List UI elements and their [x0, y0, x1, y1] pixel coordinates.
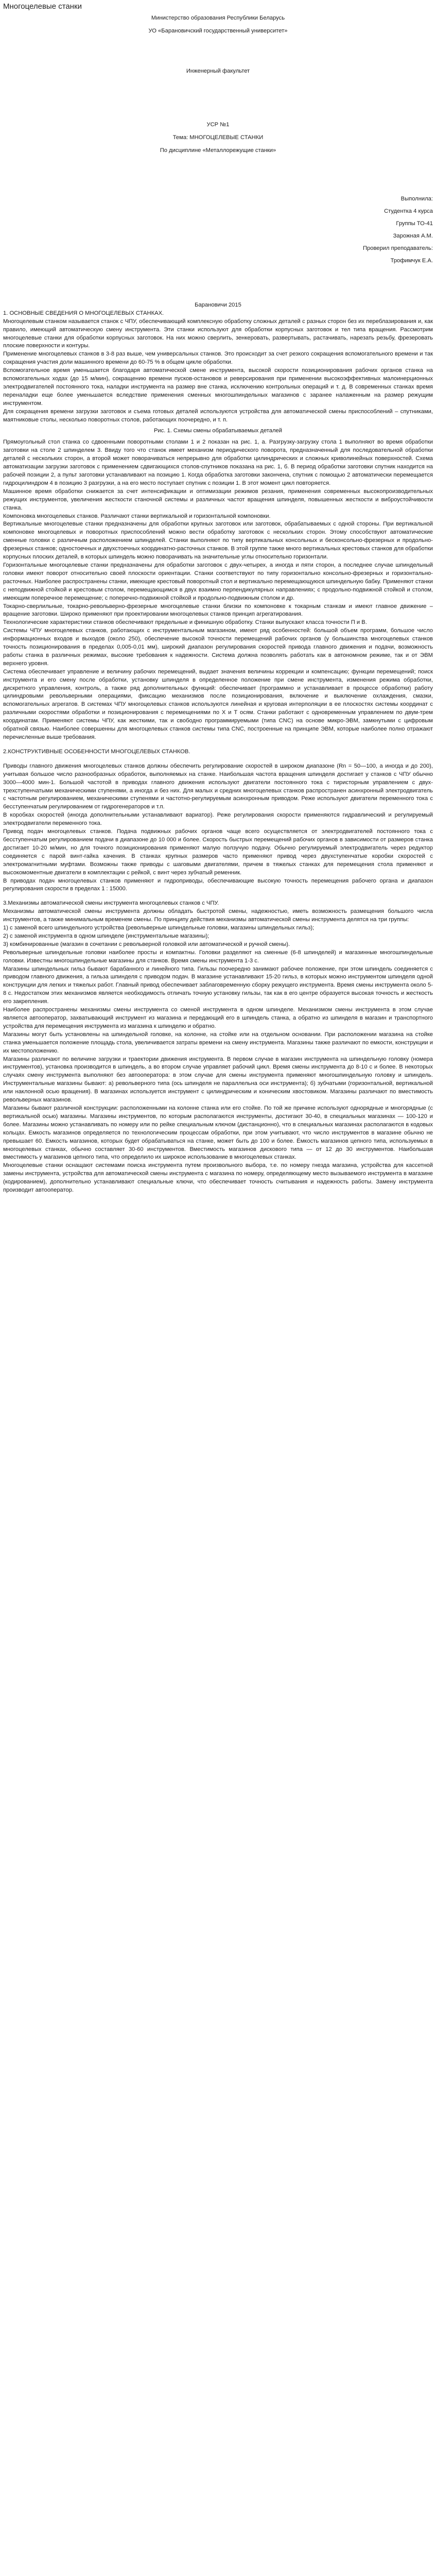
student-group: Группы ТО-41 [396, 221, 433, 227]
discipline-line: По дисциплине «Металлорежущие станки» [160, 147, 276, 154]
performed-label: Выполнила: [400, 196, 433, 202]
paragraph: Вертикальные многоцелевые станки предназначены для обработки крупных заготовок или заготовок, обрабатываемых с одной стороны. При вертикальной компоновке многоцелевых и поворотных приспособлений можно вести обработку заготовок с нескольких сторон. Этому способствуют автоматические сменные головки с различным расположением шпинделей. Станки выполняют по типу вертикальных консольных и бесконсольно-фрезерных и продольно-фрезерных станков; одностоечных и двухстоечных координатно-расточных станков. В этой группе также много вертикальных крестовых станков для обработки корпусных плоских деталей, в которых шпиндель можно поворачивать на значительные углы относительно горизонтали. [3, 521, 433, 561]
section-3-body [3, 908, 433, 1195]
work-type-line: УСР №1 [206, 121, 230, 128]
paragraph: Многоцелевые станки оснащают системами поиска инструмента путем произвольного выбора, т.е. по номеру гнезда магазина, устройства для кассетной замены инструмента, устройства для автоматической смены инструмента с магазина по номеру, определяющему место вызываемого инструмента в магазине (кодированием), дополнительно устанавливают специальные ключи, что обеспечивает точность считывания и надежность работы. Замену инструмента производит автооператор. [3, 1162, 433, 1194]
checked-label: Проверил преподаватель: [362, 245, 433, 252]
paragraph: Револьверные шпиндельные головки наиболее просты и компактны. Головки разделяют на сменные (6-8 шпинделей) и магазинные многошпиндельные головки. Известны многошпиндельные магазины для станков. Время смены инструмента 1-3 с. [3, 949, 433, 964]
faculty-line: Инженерный факультет [186, 67, 250, 74]
paragraph: Прямоугольный стол станка со сдвоенными поворотными столами 1 и 2 показан на рис. 1, а. Разгрузку-загрузку стола 1 выполняют во время обработки заготовки на столе 2 шпинделем 3. Ввиду того что станок имеет механизм периодического поворота, предназначенный для последовательной обработки деталей с нескольких сторон, а второй может поворачиваться непрерывно для обработки цилиндрических и сложных криволинейных поверхностей. Схема автоматизации загрузки заготовок с применением сдвигающихся столов-спутников показана на рис. 1, б. В период обработки заготовки спутник находится на рабочей позиции 2, а пульт заготовки устанавливают на позицию 1. Когда обработка заготовки закончена, спутник с помощью 2 автоматически перемещается гидроцилиндром 4 в позицию 3 разгрузки, а на его место поступает спутник с позиции 1. В этот момент цикл повторяется. [3, 439, 433, 486]
student-name: Зарожная А.М. [393, 233, 433, 240]
figure-caption: Рис. 1. Схемы смены обрабатываемых деталей [153, 428, 283, 434]
paragraph: Горизонтальные многоцелевые станки предназначены для обработки заготовок с двух-четырех, а иногда и пяти сторон, а последнее случае шпиндельный головки имеют поворот относительно своей плоскости ориентации. Станки соответствуют по типу горизонтально консольно-фрезерных и горизонтально-расточных. Наиболее распространены станки, имеющие крестовый поворотный стол и вертикально перемещающуюся шпиндельную бабку. Применяют станки с неподвижной стойкой и крестовым столом, перемещающимся в двух взаимно перпендикулярных направлениях; с продольно-подвижной стойкой и столом, имеющим поперечное перемещение; с поперечно-подвижной стойкой и продольно-подвижным столом и др. [3, 562, 433, 601]
author-block [3, 195, 433, 265]
document-body [0, 14, 436, 1195]
city-year: Барановичи 2015 [195, 301, 241, 308]
paragraph: Привод подач многоцелевых станков. Подача подвижных рабочих органов чаще всего осуществляется от электродвигателей постоянного тока с бесступенчатым регулированием подачи в диапазоне до 10 000 и более. Скорость быстрых перемещений рабочих органов в зависимости от размеров станка достигает 10-20 м/мин, но для точного позиционирования применяют малую ползучую подачу. Обычно регулируемый электродвигатель через редуктор соединяется с парой винт-гайка качения. В станках крупных размеров часто применяют привод через двухступенчатые коробки скоростей с электромагнитными муфтами. Возможны также приводы с шаговыми двигателями, причем в тяжелых станках для перемещения стола применяют и высокомоментные двигатели в комплектации с рейкой, с винт через зубчатый ременник. [3, 828, 433, 876]
paragraph: Системы ЧПУ многоцелевых станков, работающих с инструментальным магазином, имеют ряд особенностей: большой объем программ, большое число информационных входов и выходов (около 250), обеспечение высокой точности перемещений рабочих органов (у большинства многоцелевых станков точность позиционирования в пределах 0,005-0,01 мм), широкий диапазон регулирования скоростей привода главного движения и подачи, возможность работы станка в различных режимах, высокие требования к надежности. Система должна позволять работать как в автономном режиме, так и от ЭВМ верхнего уровня. [3, 628, 433, 667]
paragraph: В коробках скоростей (иногда дополнительными устанавливают вариатор). Реже регулирования скорости применяются гидравлический и регулируемый электродвигатели переменного тока. [3, 812, 433, 827]
paragraph: Вспомогательное время уменьшается благодаря автоматической смене инструмента, высокой скорости позиционирования рабочих органов станка на вспомогательных ходах (до 15 м/мин), сокращению времени пусков-остановов и реверсирования при применении высокоэффективных малоинерционных электродвигателей постоянного тока, наладки инструмента на размер вне станка, исключению контрольных операций и т. д. В современных станках время переналадки еще более уменьшается вследствие применения сменных многошпиндельных магазинов с заранее налаженным на размер режущим инструментом. [3, 367, 433, 406]
section-1-heading: 1. ОСНОВНЫЕ СВЕДЕНИЯ О МНОГОЦЕЛЕВЫХ СТАНКАХ. [3, 310, 164, 316]
paragraph: Магазины бывают различной конструкции: расположенными на колонне станка или его стойке. По той же причине используют однорядные и многорядные (с вертикальной осью) магазины. Магазины инструментов, по которым располагаются инструменты, достигают 30-40, в специальных магазинах — 100-120 и более. Магазины можно устанавливать по номеру или по рейке специальным ключом (дистанционно), что в специальных магазинах располагаются в кодовых кольцах. Емкость магазинов определяется по технологическим процессам обработки, при этом учитывают, что число инструментов в магазине обычно не превышает 60. Емкость магазинов, которых будет обрабатываться на станке, может быть до 100 и более. Ёмкость магазинов цепного типа, используемых в многоцелевых станках, обычно составляет 30-60 инструментов. Вместимость магазинов дискового типа — от 12 до 30 инструментов. Наибольшая вместимость у магазинов цепного типа, что определило их широкое использование в многоцелевых станках. [3, 1105, 433, 1161]
section-3-heading: 3.Механизмы автоматической смены инструмента многоцелевых станков с ЧПУ. [3, 900, 219, 907]
paragraph: 1) с заменой всего шпиндельного устройства (револьверные шпиндельные головки, магазины шпиндельных гильз); [3, 925, 315, 931]
paragraph: Система обеспечивает управление и величину рабочих перемещений, выдает значения величины коррекции и компенсацию; функции перемещений; поиск инструмента и его смену после обработки, установку шпинделя в определенное положение при смене инструмента, изменения режима обработки, дискретного управления, контроль, а также ряд дополнительных функций: обеспечивает (программно и устанавливает в процессе обработки) работу цилиндровыми револьверными операциями, фиксацию механизмов после позиционирования, включение и выключение охлаждения, смазки, вспомогательных агрегатов. В системах ЧПУ многоцелевых станков используются линейная и круговая интерполяции в ее плоскостях системы координат с различными скоростями обработки и позиционирования с перемещениями по Х и Т осям. Станки работают с одновременным управлением по двум-трем координатам. Применяют системы ЧПУ, как жесткими, так и свободно программируемыми (типа CNC) на основе микро-ЭВМ, замкнутыми с цифровым обратной связью. Наиболее совершенны для многоцелевых станков системы типа CNC, построенные на принципе ЭВМ, которые наиболее полно отражают перечисленные выше требования. [3, 668, 433, 740]
paragraph: Механизмы автоматической смены инструмента должны обладать быстротой смены, надежностью, иметь возможность размещения большого числа инструментов, а также минимальным временем смены. По принципу действия механизмы автоматической смены инструмента делятся на три группы: [3, 908, 433, 923]
paragraph: Компоновка многоцелевых станков. Различают станки вертикальной и горизонтальной компоновки. [3, 513, 271, 519]
paragraph: Приводы главного движения многоцелевых станков должны обеспечить регулирование скоростей в широком диапазоне (Rn = 50—100, а иногда и до 200), учитывая большое число разнообразных обработок, выполняемых на станке. Наибольшая частота вращения шпинделя достигает у станков с ЧПУ обычно 3000—4000 мин-1. Большой частотой в приводах главного движения используют двигатели постоянного тока с тиристорным управлением с двух-трехступенчатыми механическими ступенями, а иногда и без них. Для малых и средних многоцелевых станков распространен асинхронный электродвигатель с частотным регулированием, механическими ступенями и частотно-регулируемым асинхронным приводом. Реже используют двигатели переменного тока с бесступенчатым регулированием от гидрогенераторов и т.п. [3, 762, 433, 810]
document-page [0, 0, 436, 1200]
document-title-bar [0, 0, 436, 13]
paragraph: Наиболее распространены механизмы смены инструмента со сменой инструмента в одном шпинделе. Механизмом смены инструмента в этом случае является автооператор, захватывающий инструмент из магазина и передающий его в шпиндель станка, а обратно из шпинделя в магазин и транспортного устройства для перемещения инструмента из магазина к шпинделю и обратно. [3, 1007, 433, 1029]
title-block [3, 14, 433, 155]
paragraph: Токарно-сверлильные, токарно-револьверно-фрезерные многоцелевые станки близки по компоновке к токарным станкам и имеют главное движение – вращение заготовки. Широко применяют при проектировании многоцелевых станков принцип агрегатирования. [3, 603, 433, 618]
university-line: УО «Барановичский государственный университет» [148, 27, 288, 34]
paragraph: Машинное время обработки снижается за счет интенсификации и оптимизации режимов резания, применения современных высокопроизводительных режущих инструментов, увеличения жесткости станочной системы и различных частот вращения шпинделя, повышенных жесткости и виброустойчивости станка. [3, 488, 433, 511]
paragraph: Магазины шпиндельных гильз бывают барабанного и линейного типа. Гильзы поочередно занимают рабочее положение, при этом шпиндель соединяется с приводом главного движения, а гильза шпинделя с приводом подач. В магазине устанавливают 15-20 гильз, в которых можно инструментом шпинделя одной конструкции для легких и тяжелых работ. Главный привод обеспечивает заблаговременную сборку режущего инструмента. Время смены инструмента около 5-8 с. Недостатком этих механизмов является необходимость отличать точную установку гильзы, так как в его центре образуется высокая точность и жесткость его закрепления. [3, 965, 433, 1005]
topic-line: Тема: МНОГОЦЕЛЕВЫЕ СТАНКИ [172, 134, 264, 141]
paragraph: 3) комбинированные (магазин в сочетании с револьверной головкой или автоматической и ручной смены). [3, 941, 290, 947]
paragraph: Многоцелевым станком называется станок с ЧПУ, обеспечивающий комплексную обработку сложных деталей с разных сторон без их переблазирования и, как правило, имеющий автоматическую смену инструмента. Эти станки используют для обработки корпусных заготовок и тел типа вращения. Рассмотрим многоцелевые станки для обработки корпусных заготовок. На них можно сверлить, зенкеровать, развертывать, растачивать, нарезать резьбу, фрезеровать плоские поверхности и контуры. [3, 318, 433, 349]
paragraph: Технологические характеристики станков обеспечивают предельные и финишную обработку. Станки выпускают класса точности П и В. [3, 619, 367, 626]
document-title: Многоцелевые станки [3, 2, 82, 11]
ministry-line: Министерство образования Республики Беларусь [151, 15, 285, 21]
section-2-heading: 2.КОНСТРУКТИВНЫЕ ОСОБЕННОСТИ МНОГОЦЕЛЕВЫХ СТАНКОВ. [3, 748, 190, 755]
student-course: Студентка 4 курса [384, 208, 433, 215]
paragraph: Магазины могут быть установлены на шпиндельной головке, на колонне, на стойке или на отдельном основании. При расположении магазина на стойке станка уменьшается положение площадь стола, увеличивается затраты времени на смену инструмента. Магазины также различают по емкости, конструкции и их местоположению. [3, 1031, 433, 1054]
paragraph: 2) с заменой инструмента в одном шпинделе (инструментальные магазины); [3, 933, 210, 939]
paragraph: В приводах подач многоцелевых станков применяют и гидроприводы, обеспечивающие высокую точность перемещения рабочего органа и диапазон регулирования скорости в пределах 1 : 15000. [3, 877, 433, 892]
paragraph: Магазины различают по величине загрузки и траектории движения инструмента. В первом случае в магазин инструмента на шпиндельную головку (номера инструментов), установка производится в шпиндель, а во втором случае управляет рабочий цикл. Время смены инструмента до 8-10 с и более. В некоторых случаях смену инструмента выполняют без автооператора: в этом случае для смены инструмента применяют многошпиндельную головку и шпиндель. Инструментальные магазины бывают: а) револьверного типа (ось шпинделя не параллельна оси инструмента); б) зубчатыми (горизонтальной, вертикальной или наклонной осью вращения). В магазинах используется инструмент с цилиндрическим и коническим хвостовиком. Магазины различают по вместимость револьверных магазинов. [3, 1056, 433, 1104]
paragraph: Применение многоцелевых станков в 3-8 раз выше, чем универсальных станков. Это происходит за счет резкого сокращения вспомогательного времени и так сокращения участия доли машинного времени до 60-75 % в общем цикле обработки. [3, 351, 433, 366]
paragraph: Для сокращения времени загрузки заготовок и съема готовых деталей используются устройства для автоматической смены приспособлений – спутниками, маятниковые столы, несколько поворотных столов, работающих поочередно, и т. п. [3, 408, 433, 423]
teacher-name: Трофимчук Е.А. [390, 257, 433, 264]
